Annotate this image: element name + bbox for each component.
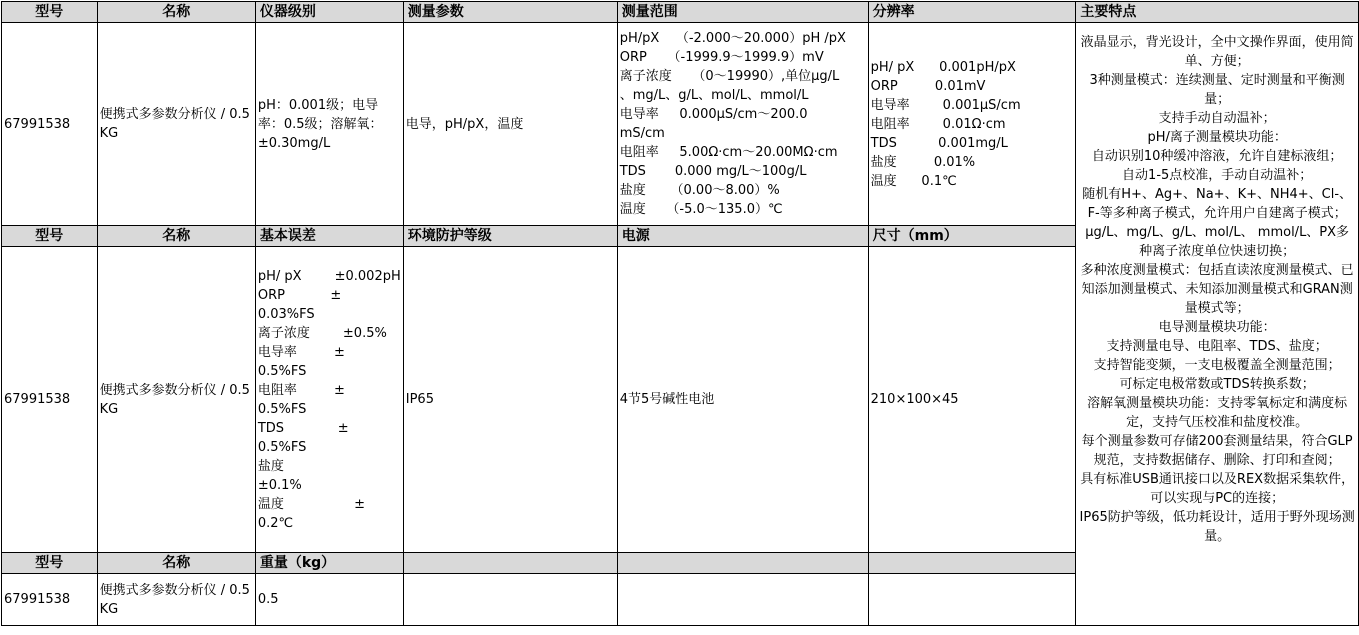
header-name: 名称 <box>97 553 255 574</box>
error-line: 温度 ± <box>257 496 365 512</box>
error-line: pH/ pX ±0.002pH <box>257 268 401 284</box>
name-cell: 便携式多参数分析仪 / 0.5KG <box>97 23 255 226</box>
empty-cell <box>868 553 1076 574</box>
range-cell <box>617 23 868 226</box>
feature-line: 可标定电极常数或TDS转换系数； <box>1119 377 1315 392</box>
header-range: 测量范围 <box>617 2 868 23</box>
resolution-line: ORP 0.01mV <box>870 78 986 94</box>
feature-line: 具有标准USB通讯接口以及REX数据采集软件，可以实现与PC的连接； <box>1080 472 1355 506</box>
spec-table <box>1 1 1359 626</box>
error-line: TDS ± <box>257 420 349 436</box>
features-cell <box>1076 23 1359 626</box>
feature-line: 自动识别10种缓冲溶液，允许自建标液组； <box>1091 149 1343 164</box>
feature-line: 自动1-5点校准，手动自动温补； <box>1122 168 1313 183</box>
range-line: TDS 0.000 mg/L～100g/L <box>619 164 807 179</box>
range-line: 温度 （-5.0～135.0）℃ <box>619 202 783 217</box>
size-cell: 210×100×45 <box>868 247 1076 553</box>
error-line: ±0.1% <box>257 477 302 493</box>
error-line: 0.5%FS <box>257 401 307 417</box>
header-model: 型号 <box>2 226 98 247</box>
empty-cell <box>868 574 1076 626</box>
error-line: 0.5%FS <box>257 363 307 379</box>
header-error: 基本误差 <box>255 226 403 247</box>
feature-line: 3种测量模式：连续测量、定时测量和平衡测量； <box>1089 73 1345 107</box>
error-line: 离子浓度 ±0.5% <box>257 325 387 341</box>
header-power: 电源 <box>617 226 868 247</box>
name-cell: 便携式多参数分析仪 / 0.5KG <box>97 247 255 553</box>
model-cell: 67991538 <box>2 247 98 553</box>
error-line: 盐度 <box>257 458 284 474</box>
header-size: 尺寸（mm） <box>868 226 1076 247</box>
weight-cell: 0.5 <box>255 574 403 626</box>
error-cell <box>255 247 403 553</box>
header-model: 型号 <box>2 553 98 574</box>
range-line: 离子浓度 （0～19990）,单位μg/L <box>619 69 840 84</box>
header-name: 名称 <box>97 2 255 23</box>
header-params: 测量参数 <box>403 2 617 23</box>
feature-line: 电导测量模块功能： <box>1158 320 1276 335</box>
resolution-line: 电阻率 0.01Ω·cm <box>870 116 1006 132</box>
resolution-line: TDS 0.001mg/L <box>870 135 1008 151</box>
resolution-line: 盐度 0.01% <box>870 154 976 170</box>
resolution-line: pH/ pX 0.001pH/pX <box>870 59 1016 75</box>
feature-line: pH/离子测量模块功能： <box>1147 130 1287 145</box>
range-line: 电导率 0.000μS/cm～200.0 <box>619 107 808 122</box>
protection-cell: IP65 <box>403 247 617 553</box>
error-line: 电导率 ± <box>257 344 345 360</box>
range-line: ORP （-1999.9～1999.9）mV <box>619 50 824 65</box>
resolution-cell <box>868 23 1076 226</box>
header-grade: 仪器级别 <box>255 2 403 23</box>
error-line: 电阻率 ± <box>257 382 345 398</box>
model-cell: 67991538 <box>2 574 98 626</box>
range-line: pH/pX （-2.000～20.000）pH /pX <box>619 31 846 46</box>
feature-line: 随机有H+、Ag+、Na+、K+、NH4+、Cl-、F-等多种离子模式，允许用户自建离子模式； <box>1082 187 1353 221</box>
header-protection: 环境防护等级 <box>403 226 617 247</box>
resolution-line: 温度 0.1℃ <box>870 173 957 189</box>
empty-cell <box>403 574 617 626</box>
feature-line: 液晶显示，背光设计，全中文操作界面，使用简单、方便； <box>1080 35 1354 69</box>
feature-line: 每个测量参数可存储200套测量结果，符合GLP规范，支持数据储存、删除、打印和查阅； <box>1081 434 1353 468</box>
data-row-1 <box>2 23 1359 226</box>
header-row-1 <box>2 2 1359 23</box>
resolution-line: 电导率 0.001μS/cm <box>870 97 1021 113</box>
feature-line: 支持智能变频，一支电极覆盖全测量范围； <box>1093 358 1341 373</box>
params-cell: 电导，pH/pX，温度 <box>403 23 617 226</box>
model-cell: 67991538 <box>2 23 98 226</box>
feature-line: μg/L、mg/L、g/L、mol/L、 mmol/L、PX多种离子浓度单位快速切换； <box>1085 225 1350 259</box>
power-cell: 4节5号碱性电池 <box>617 247 868 553</box>
range-line: 、mg/L、g/L、mol/L、mmol/L <box>619 88 809 103</box>
feature-line: 溶解氧测量模块功能：支持零氧标定和满度标定，支持气压校准和盐度校准。 <box>1087 396 1348 430</box>
header-model: 型号 <box>2 2 98 23</box>
feature-line: 多种浓度测量模式：包括直读浓度测量模式、已知添加测量模式、未知添加测量模式和GRAN测量模式等； <box>1080 263 1354 316</box>
error-line: 0.5%FS <box>257 439 307 455</box>
header-weight: 重量（kg） <box>255 553 403 574</box>
range-line: 电阻率 5.00Ω·cm～20.00MΩ·cm <box>619 145 838 160</box>
error-line: ORP ± <box>257 287 342 303</box>
header-features: 主要特点 <box>1076 2 1359 23</box>
empty-cell <box>403 553 617 574</box>
error-line: 0.03%FS <box>257 306 315 322</box>
feature-line: 支持测量电导、电阻率、TDS、盐度； <box>1106 339 1328 354</box>
range-line: 盐度 （0.00～8.00）% <box>619 183 780 198</box>
grade-cell: pH：0.001级；电导率：0.5级；溶解氧：±0.30mg/L <box>255 23 403 226</box>
range-line: mS/cm <box>619 126 665 141</box>
empty-cell <box>617 553 868 574</box>
header-resolution: 分辨率 <box>868 2 1076 23</box>
empty-cell <box>617 574 868 626</box>
error-line: 0.2℃ <box>257 515 294 531</box>
feature-line: 支持手动自动温补； <box>1158 111 1276 126</box>
name-cell: 便携式多参数分析仪 / 0.5KG <box>97 574 255 626</box>
header-name: 名称 <box>97 226 255 247</box>
feature-line: IP65防护等级，低功耗设计，适用于野外现场测量。 <box>1079 510 1355 544</box>
